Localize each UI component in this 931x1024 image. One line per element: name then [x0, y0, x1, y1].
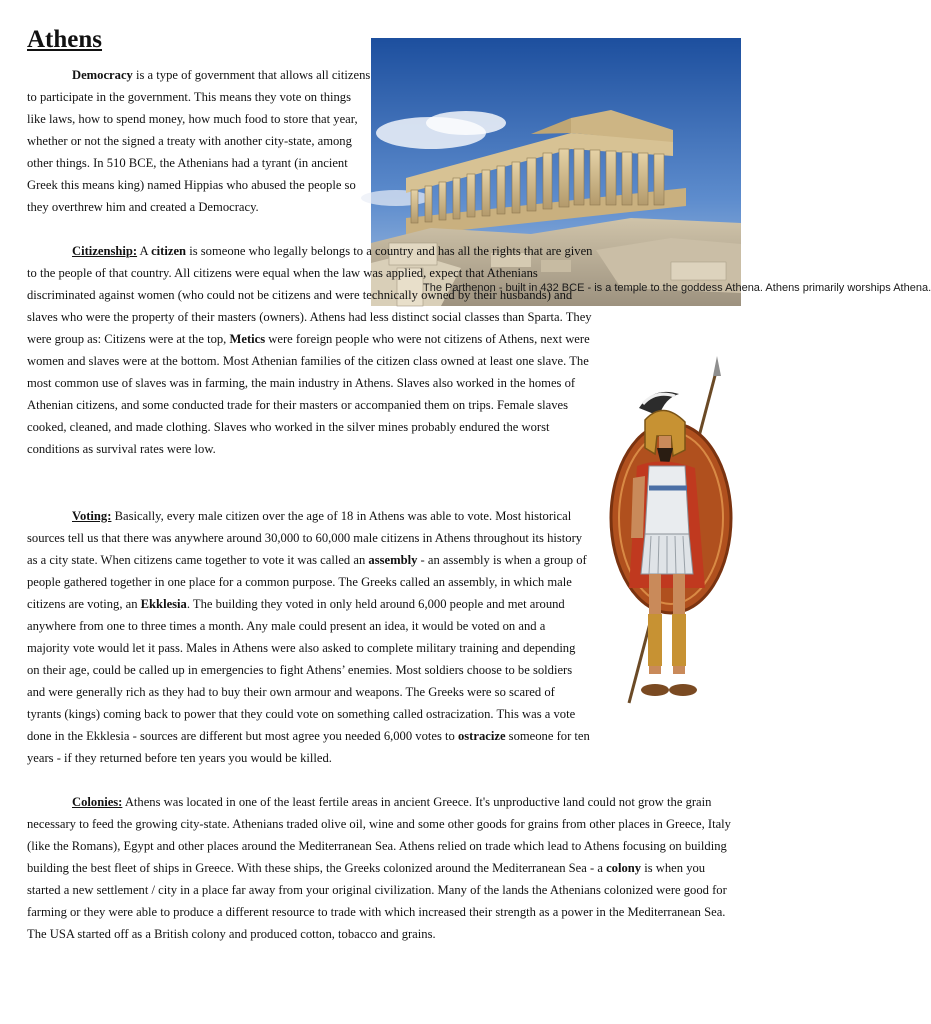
- page-title: Athens: [27, 26, 103, 53]
- metics-term: Metics: [229, 332, 266, 346]
- colonies-paragraph: [27, 791, 741, 945]
- citizenship-heading: Citizenship:: [72, 244, 138, 258]
- voting-text-2: - an assembly is when a group of people gathered together in one place for a common purpose. The Greeks called an assembly, in which male citizens are voting, an: [27, 553, 587, 611]
- democracy-text: is a type of government that allows all citizens to participate in the government. This means they vote on things like laws, how to spend money, how much food to store that year, whether or not the signed a treaty with another city-state, among other things. In 510 BCE, the Athenians had a tyrant (in ancient Greek this means king) named Hippias who abused the people so they overthrew him and created a Democracy.: [27, 68, 371, 214]
- parthenon-caption: The Parthenon - built in 432 BCE - is a temple to the goddess Athena. Athens primarily worships Athena.: [423, 282, 931, 294]
- citizenship-paragraph: [27, 240, 593, 460]
- colonies-text-2: is when you started a new settlement / city in a place far away from your original civilization. Many of the lands the Athenians colonized were good for farming or they were able to produce a different resource to trade with which increased their strength as a power in the Mediterranean Sea. The USA started off as a British colony and produced cotton, tobacco and grains.: [27, 861, 727, 941]
- ostracize-term: ostracize: [457, 729, 506, 743]
- voting-text-3: . The building they voted in only held around 6,000 people and met around anywhere from one to three times a month. Any male could present an idea, it would be voted on and a majority vote would let it pass. Males in Athens were also asked to complete military training and depending on their age, could be called up in emergencies to fight Athens’ enemies. Most soldiers choose to be soldiers and were generally rich as they had to buy their own armour and weapons. The Greeks were so scared of tyrants (kings) coming back to power that they could vote on something called ostracization. This was a vote done in the Ekklesia - sources are different but most agree you needed 6,000 votes to: [27, 597, 576, 743]
- citizenship-text-3: were foreign people who were not citizens of Athens, next were women and slaves were at the bottom. Most Athenian families of the citizen class owned at least one slave. The most common use of slaves was in farming, the main industry in Athens. Slaves also worked in the homes of Athenian citizens, and some conducted trade for their masters or accompanied them on trips. Female slaves cooked, cleaned, and made clothing. Slaves who worked in the silver mines probably endured the worst conditions as survival rates were low.: [27, 332, 590, 456]
- colony-term: colony: [606, 861, 642, 875]
- citizenship-text-1: A: [137, 244, 152, 258]
- democracy-paragraph: [27, 64, 371, 218]
- colonies-heading: Colonies:: [72, 795, 123, 809]
- voting-text-4: someone for ten years - if they returned before ten years you would be killed.: [27, 729, 590, 765]
- hoplite-illustration: [593, 338, 741, 716]
- ekklesia-term: Ekklesia: [140, 597, 187, 611]
- voting-text-1: Basically, every male citizen over the age of 18 in Athens was able to vote. Most historical sources tell us that there was anywhere around 30,000 to 60,000 male citizens in Athens throughout its history as a city state. When citizens came together to vote it was called an: [27, 509, 583, 567]
- citizenship-text-2: is someone who legally belongs to a country and has all the rights that are given to the people of that country. All citizens were equal when the law was applied, expect that Athenians discriminated against women (who could not be citizens and were technically owned by their husbands) and slaves who were the property of their masters (owners). Athens had less distinct social classes than Sparta. They were group as: Citizens were at the top,: [27, 244, 593, 346]
- assembly-term: assembly: [368, 553, 418, 567]
- voting-paragraph: [27, 505, 591, 769]
- citizen-term: citizen: [151, 244, 187, 258]
- hoplite-figure: [593, 338, 741, 716]
- democracy-term: Democracy: [72, 68, 133, 82]
- colonies-text-1: Athens was located in one of the least fertile areas in ancient Greece. It's unproductive land could not grow the grain necessary to feed the growing city-state. Athenians traded olive oil, wine and some other goods for grains from other places in Greece, Italy (like the Romans), Egypt and other places around the Mediterranean Sea. Athens relied on trade which lead to Athens focusing on building building the best fleet of ships in Greece. With these ships, the Greeks colonized around the Mediterranean Sea - a: [27, 795, 731, 875]
- voting-heading: Voting:: [72, 509, 112, 523]
